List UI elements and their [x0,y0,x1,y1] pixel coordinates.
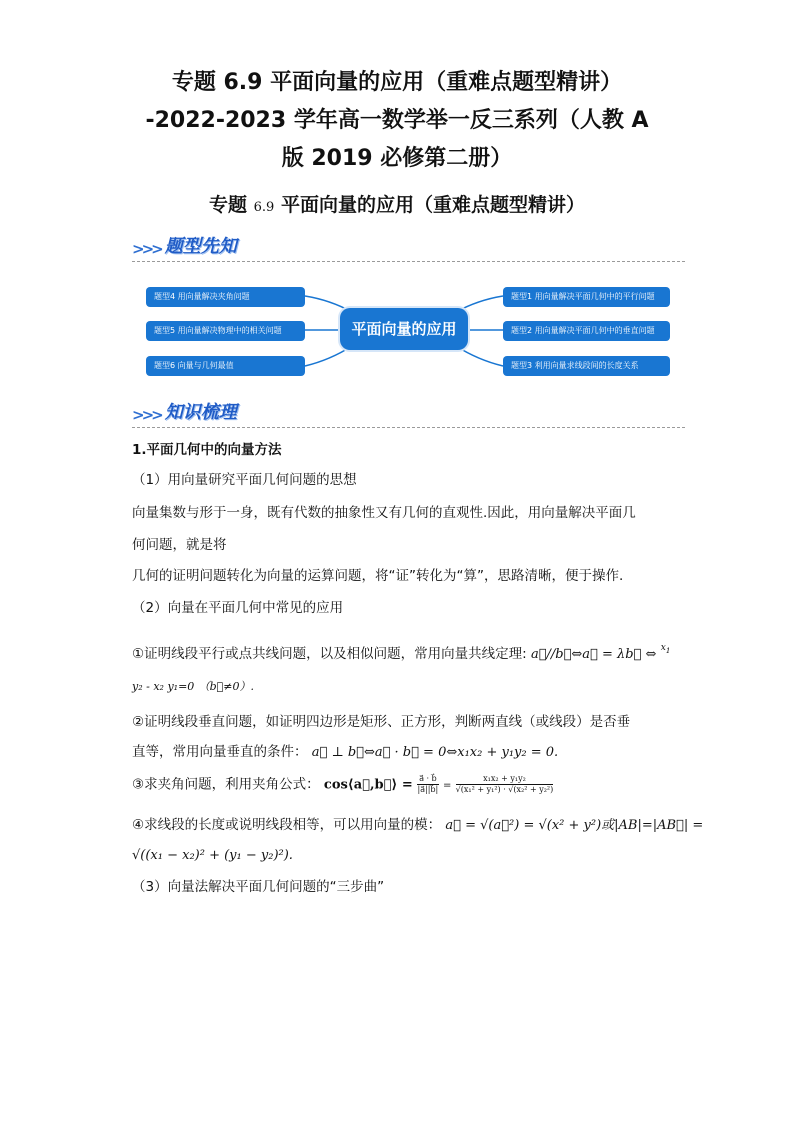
collinear-condition: （b⃗≠0）. [198,680,254,693]
item-parallel-text: ①证明线段平行或点共线问题，以及相似问题，常用向量共线定理: [132,646,527,662]
angle-fraction-1: $\frac{a⃗ \cdot b⃗}{|a⃗||b⃗|}$ [417,774,439,794]
mindmap-topic-2: 题型2 用向量解决平面几何中的垂直问题 [503,321,670,341]
section-divider [132,427,685,428]
subtitle-rest: 平面向量的应用（重难点题型精讲） [280,194,585,216]
subheading-3: （3）向量法解决平面几何问题的“三步曲” [132,879,385,895]
section-label: 知识梳理 [164,402,237,423]
subtitle-number: 6.9 [253,200,275,215]
section-arrows: >>> [132,406,161,424]
item-parallel-continued [132,676,672,697]
item-length-continued [132,845,672,866]
angle-fraction-2: $\frac{\text{x₁x₂ + y₁y₂}}{\text{√(x₁² + y₁²) · √(x₂² + y₂²)}}$ [455,774,554,794]
mindmap-topic-6: 题型6 向量与几何最值 [146,356,305,376]
mindmap-topic-5: 题型5 用向量解决物理中的相关问题 [146,321,305,341]
item-perpendicular-continued [132,742,672,763]
collinear-formula-line2: y₂ - x₂ y₁=0 [132,680,195,693]
doc-title-line-3: 版 2019 必修第二册） [281,146,513,171]
paragraph-line: 何问题，就是将 [132,537,227,553]
magnitude-formula: a⃗ = √(a⃗²) = √(x² + y²)或|AB|=|AB⃗| = [445,818,704,833]
mindmap-topic-1: 题型1 用向量解决平面几何中的平行问题 [503,287,670,307]
cos-formula: cos⟨a⃗,b⃗⟩ = [323,777,413,793]
item-parallel [132,638,692,665]
connector-right-3 [456,346,503,366]
subheading-2: （2）向量在平面几何中常见的应用 [132,600,344,616]
section-arrows: >>> [132,240,161,258]
item-length [132,815,704,836]
formula-x1: x1 [660,643,671,655]
heading-vector-methods: 1.平面几何中的向量方法 [132,442,282,458]
subheading-1: （1）用向量研究平面几何问题的思想 [132,472,357,488]
perpendicular-formula: a⃗ ⊥ b⃗⇔a⃗ · b⃗ = 0⇔x₁x₂ + y₁y₂ = 0. [311,745,559,760]
item-length-text: ④求线段的长度或说明线段相等，可以用向量的模： [132,817,442,833]
section-label: 题型先知 [164,236,237,257]
item-perpendicular-text: 直等，常用向量垂直的条件： [132,744,308,760]
item-perpendicular: ②证明线段垂直问题，如证明四边形是矩形、正方形，判断两直线（或线段）是否垂 [132,714,631,730]
paragraph-line: 几何的证明问题转化为向量的运算问题，将“证”转化为“算”，思路清晰，便于操作. [132,568,624,584]
distance-formula: √((x₁ − x₂)² + (y₁ − y₂)²). [132,848,293,863]
mindmap-center: 平面向量的应用 [340,308,468,350]
collinear-formula: a⃗//b⃗⇔a⃗ = λb⃗ ⇔ [530,647,657,662]
doc-title-line-2: -2022-2023 学年高一数学举一反三系列（人教 A [145,108,649,133]
mindmap-topic-3: 题型3 利用向量求线段间的长度关系 [503,356,670,376]
item-angle-text: ③求夹角问题，利用夹角公式： [132,776,320,793]
item-angle: ③求夹角问题，利用夹角公式： cos⟨a⃗,b⃗⟩ = $\frac{a⃗ \cdot b⃗}{|a⃗||b⃗|}$ = $\frac{\text{x₁x₂ + y₁y₂}}{\text{√(x₁² + y₁²) · √(x₂² + y₂²)}}$ [132,774,554,794]
mindmap-topic-4: 题型4 用向量解决夹角问题 [146,287,305,307]
paragraph-line: 向量集数与形于一身，既有代数的抽象性又有几何的直观性.因此，用向量解决平面几 [132,505,636,521]
subtitle-prefix: 专题 [209,194,248,216]
section-header-knowledge [132,400,237,424]
doc-title-line-1: 专题 6.9 平面向量的应用（重难点题型精讲） [171,70,623,95]
